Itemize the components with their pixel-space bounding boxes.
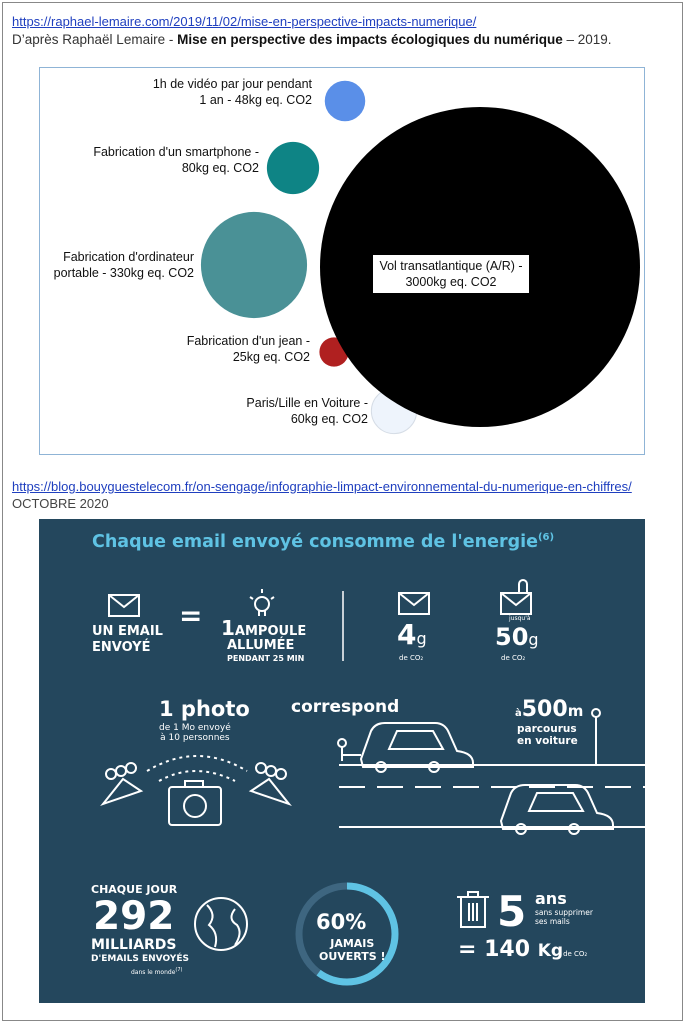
photo-sub: de 1 Mo envoyé à 10 personnes	[159, 723, 231, 744]
total-co2: = 140 Kgde CO₂	[458, 937, 588, 962]
trash-icon	[457, 892, 489, 927]
attachment-envelope-icon	[501, 580, 531, 614]
source1-citation: D’après Raphaël Lemaire - Mise en perspective des impacts écologiques du numérique – 2019.	[12, 32, 612, 47]
equals-sign: =	[179, 599, 203, 632]
bubble-label-2: Fabrication d'ordinateur portable - 330kg eq. CO2	[53, 250, 194, 280]
bubble-label-1: Fabrication d'un smartphone -80kg eq. CO2	[93, 145, 259, 175]
infographic-title: Chaque email envoyé consomme de l'energie$^{(6)}$	[92, 531, 555, 552]
bubble-2	[201, 212, 307, 318]
daily-sub: D'EMAILS ENVOYÉS	[91, 954, 189, 964]
open-percent: 60%	[316, 910, 367, 934]
years-sub: sans supprimer ses mails	[535, 908, 593, 926]
years-value: 5	[497, 887, 527, 936]
source2-date: OCTOBRE 2020	[12, 496, 109, 511]
bubble-label-5: Vol transatlantique (A/R) -3000kg eq. CO2	[379, 259, 523, 289]
bubble-label-3: Fabrication d'un jean -25kg eq. CO2	[186, 334, 310, 364]
camera-icon	[169, 781, 221, 825]
co2-value-50g: 50g	[495, 623, 539, 651]
open-label: JAMAIS OUVERTS !	[319, 937, 386, 964]
years-unit: ans	[535, 889, 567, 908]
bulb-duration: PENDANT 25 MIN	[227, 654, 305, 663]
daily-unit: MILLIARDS	[91, 937, 177, 953]
envelope-icon	[109, 595, 139, 616]
bubble-chart	[39, 67, 645, 455]
co2-prefix-50g: jusqu'à	[509, 615, 531, 622]
bubble-label-4: Paris/Lille en Voiture -60kg eq. CO2	[246, 396, 368, 426]
people-group-icon-right	[251, 763, 289, 804]
daily-world: dans le monde$^{(7)}$	[131, 967, 183, 976]
co2-sub-4g: de CO₂	[399, 654, 424, 662]
source2-link[interactable]: https://blog.bouyguestelecom.fr/on-sengage/infographie-limpact-environnemental-du-numerique-en-chiffres/	[12, 479, 632, 494]
source1-title: Mise en perspective des impacts écologiques du numérique	[177, 32, 563, 47]
signal-arc	[147, 756, 247, 771]
email-label: UN EMAIL ENVOYÉ	[92, 624, 163, 656]
source1-link[interactable]: https://raphael-lemaire.com/2019/11/02/mise-en-perspective-impacts-numerique/	[12, 14, 477, 29]
co2-value-4g: 4g	[397, 618, 427, 651]
end-pin-icon	[592, 709, 600, 765]
distance-value: à500m	[515, 697, 584, 722]
distance-label: parcourus en voiture	[517, 723, 578, 747]
bubble-0	[325, 81, 365, 121]
people-group-icon-left	[103, 763, 141, 804]
email-infographic	[39, 519, 645, 1003]
correspond-label: correspond	[291, 697, 400, 717]
bubble-1	[267, 142, 319, 194]
bubble-chart-svg	[40, 68, 646, 456]
bulb-label: 1AMPOULE ALLUMÉE	[221, 616, 307, 654]
daily-value: 292	[93, 894, 175, 939]
co2-sub-50g: de CO₂	[501, 654, 526, 662]
globe-icon	[195, 898, 247, 950]
bubble-label-0: 1h de vidéo par jour pendant 1 an - 48kg eq. CO2	[152, 77, 312, 107]
photo-title: 1 photo	[159, 697, 250, 721]
envelope-icon	[399, 593, 429, 614]
lightbulb-icon	[250, 589, 274, 616]
start-pin-icon	[338, 739, 361, 761]
daily-label: CHAQUE JOUR	[91, 883, 178, 896]
signal-arc	[159, 771, 235, 781]
